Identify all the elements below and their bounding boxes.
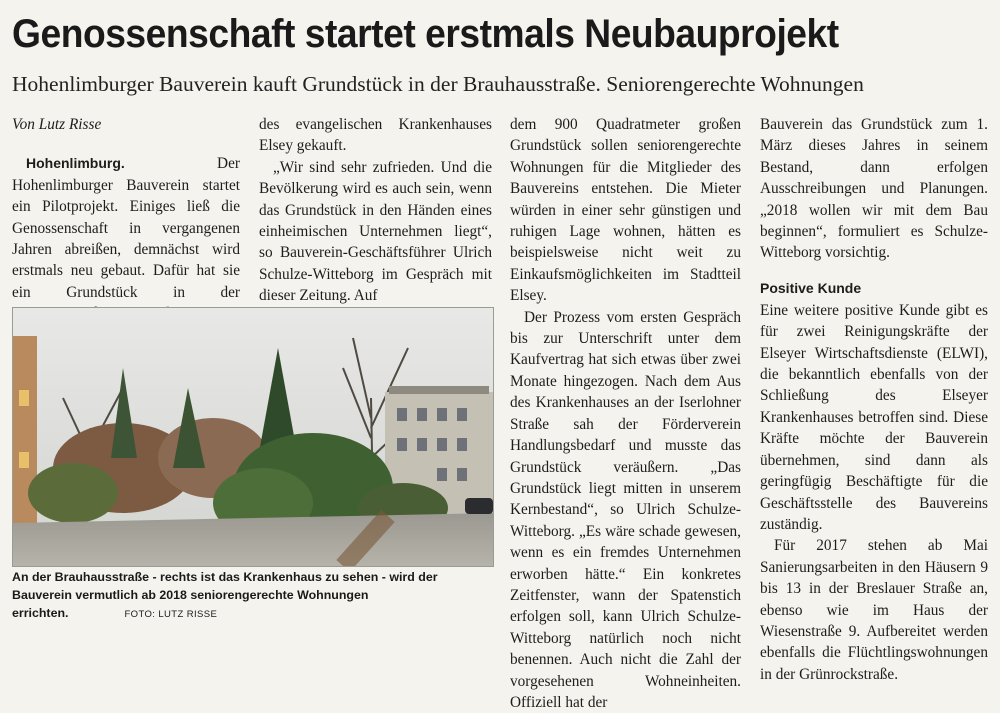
column-3-paragraph-1: dem 900 Quadratmeter großen Grundstück sollen seniorengerechte Wohnungen für die Mitglieder des Bauvereins entstehen. Die Mieter würden in einer sehr günstigen und ruhigen Lage wohnen, hätten es beispielsweise nicht weit zu Einkaufsmöglichkeiten im Stadtteil Elsey. (510, 116, 741, 305)
column-1 (12, 114, 240, 325)
byline: Von Lutz Risse (12, 116, 102, 133)
photo-credit: FOTO: LUTZ RISSE (124, 609, 218, 620)
subheadline: Hohenlimburger Bauverein kauft Grundstück in der Brauhausstraße. Seniorengerechte Wohnungen (12, 72, 864, 96)
column-2-paragraph-1: des evangelischen Krankenhauses Elsey gekauft. (259, 116, 492, 155)
column-1-paragraph-1 (12, 153, 240, 324)
headline: Genossenschaft startet erstmals Neubauprojekt (12, 12, 839, 56)
column-2 (259, 114, 492, 307)
column-3 (510, 114, 741, 713)
column-2-paragraph-2: „Wir sind sehr zufrieden. Und die Bevölkerung wird es auch sein, wenn das Grundstück in den Händen eines einheimischen Unternehmen liegt“, so Bauverein-Geschäftsführer Ulrich Schulze-Witteborg im Gespräch mit dieser Zeitung. Auf (259, 158, 492, 305)
column-4-paragraph-1: Bauverein das Grundstück zum 1. März dieses Jahres in seinem Bestand, dann erfolgen Ausschreibungen und Planungen. „2018 wollen wir mit dem Bau beginnen“, formuliert es Schulze-Witteborg vorsichtig. (760, 116, 988, 262)
photo-illustration (13, 308, 493, 566)
article-photo (12, 307, 494, 567)
dateline: Hohenlimburg. (26, 155, 125, 172)
photo-caption-text: An der Brauhausstraße - rechts ist das Krankenhaus zu sehen - wird der Bauverein vermutlich ab 2018 seniorengerechte Wohnungen errichten. (12, 570, 438, 620)
column-1-paragraph-1-text: Der Hohenlimburger Bauverein startet ein Pilotprojekt. Einiges ließ die Genossenschaft in vergangenen Jahren abreißen, demnächst wird erstmals neu gebaut. Dafür hat sie ein Grundstück in der (12, 155, 240, 301)
column-4-paragraph-2: Eine weitere positive Kunde gibt es für zwei Reinigungskräfte der Elseyer Wirtschaftsdienste (ELWI), die bekanntlich ebenfalls von der Schließung des Elseyer Krankenhauses betroffen sind. Diese Kräfte möchte der Bauverein übernehmen, sind dann als geringfügig Beschäftigte für die Geschäftsstelle des Bauvereins zuständig. (760, 301, 988, 533)
column-4 (760, 114, 988, 685)
photo-caption (12, 568, 492, 624)
column-4-subhead: Positive Kunde (760, 279, 862, 296)
column-3-paragraph-2: Der Prozess vom ersten Gespräch bis zur Unterschrift unter dem Kaufvertrag hat sich etwas über zwei Monate hingezogen. Nach dem Aus des Krankenhauses an der Iserlohner Straße sah der Förderverein Handlungsbedarf und musste das Grundstück veräußern. „Das Grundstück liegt mitten in unserem Kernbestand“, so Ulrich Schulze-Witteborg. „Es wäre schade gewesen, wenn es ein fremdes Unternehmen erworben hätte.“ Ein konkretes Zeitfenster, wann der Spatenstich erfolgen soll, kann Ulrich Schulze-Witteborg natürlich noch nicht benennen. Auch nicht die Zahl der vorgesehenen Wohneinheiten. Offiziell hat der (510, 308, 741, 711)
column-4-paragraph-3: Für 2017 stehen ab Mai Sanierungsarbeiten in den Häusern 9 bis 13 in der Breslauer Straße an, ebenso wie im Haus der Wiesenstraße 9. Aufbereitet werden ebenfalls die Flüchtlingswohnungen in der Grünrockstraße. (760, 537, 988, 683)
